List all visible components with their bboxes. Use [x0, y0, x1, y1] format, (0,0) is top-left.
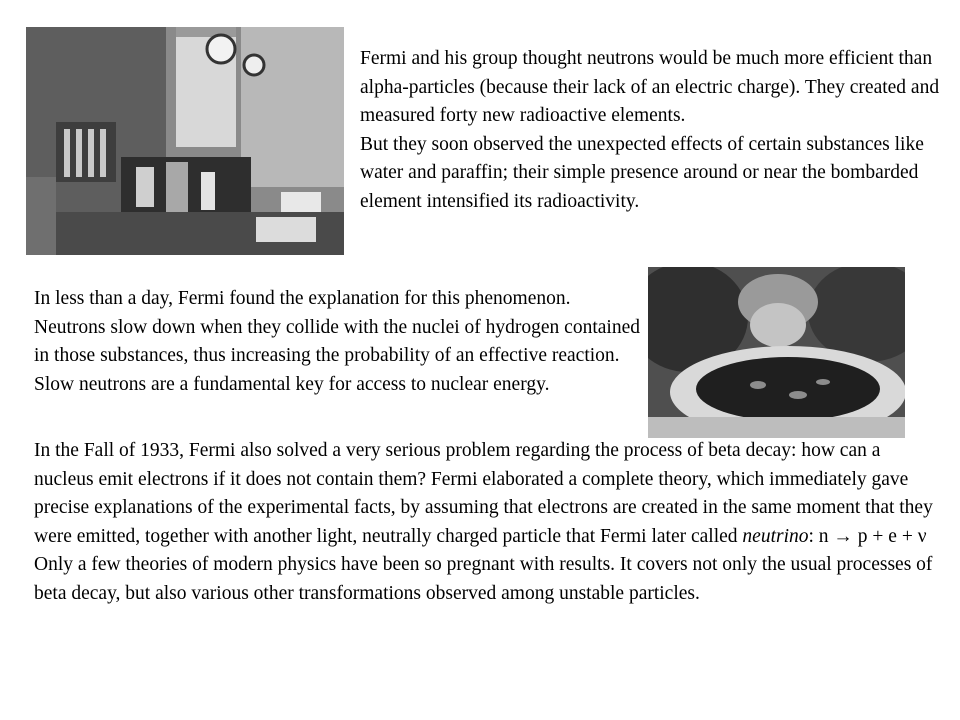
paragraph-paraffin-effect: But they soon observed the unexpected effects of certain substances like water and paraffin; their simple presence around or near the bombarded element intensified its radioactivity. [360, 133, 924, 212]
paragraph-beta-decay-before: In the Fall of 1933, Fermi also solved a very serious problem regarding the process of beta decay: how can a nucleus emit electrons if it does not contain them? Fermi elaborated a complete theory, which immediately gave precise explanations of the experimental facts, by assuming that electrons are created in the same moment that they were emitted, together with another light, neutrally charged particle that Fermi later called [34, 440, 933, 547]
neutrino-equation: : n → p + e + ν [808, 525, 927, 547]
neutrino-term: neutrino [742, 525, 809, 547]
lab-equipment-photo [26, 27, 344, 255]
paragraph-theory-results: Only a few theories of modern physics have been so pregnant with results. It covers not only the usual processes of beta decay, but also various other transformations observed among unstable particles. [34, 554, 933, 604]
beta-decay-paragraphs [34, 437, 944, 609]
slow-neutrons-paragraph: In less than a day, Fermi found the explanation for this phenomenon. Neutrons slow down when they collide with the nuclei of hydrogen contained in those substances, thus increasing the probability of an effective reaction. Slow neutrons are a fundamental key for access to nuclear energy. [34, 288, 640, 395]
paragraph-neutron-efficiency: Fermi and his group thought neutrons would be much more efficient than alpha-particles (because their lack of an electric charge). They created and measured forty new radioactive elements. [360, 48, 940, 127]
fountain-pond-photo [648, 267, 905, 438]
intro-paragraphs [360, 45, 950, 217]
